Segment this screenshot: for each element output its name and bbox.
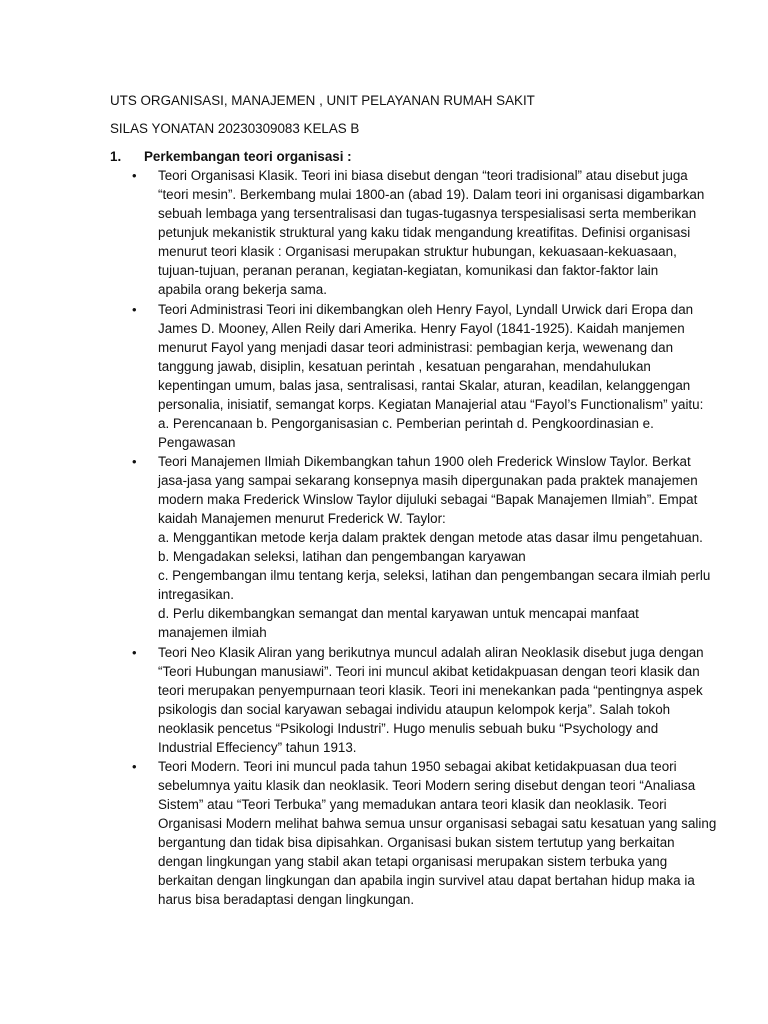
- text-line: c. Pengembangan ilmu tentang kerja, seleksi, latihan dan pengembangan secara ilmiah perlu: [158, 568, 711, 583]
- text-line: Pengawasan: [158, 434, 236, 450]
- bullet-icon: •: [132, 454, 137, 469]
- text-line: neoklasik pencetus “Psikologi Industri”. Hugo menulis sebuah buku “Psychology and: [158, 720, 659, 736]
- text-line: d. Perlu dikembangkan semangat dan mental karyawan untuk mencapai manfaat: [158, 606, 639, 621]
- text-line: b. Mengadakan seleksi, latihan dan pengembangan karyawan: [158, 549, 526, 564]
- text-line: psikologis dan social karyawan sebagai individu ataupun kelompok kerja”. Salah tokoh: [158, 701, 671, 717]
- text-line: tujuan-tujuan, peranan peranan, kegiatan-kegiatan, komunikasi dan faktor-faktor lain: [158, 263, 659, 278]
- text-line: a. Menggantikan metode kerja dalam praktek dengan metode atas dasar ilmu pengetahuan.: [158, 530, 703, 545]
- text-line: menurut Fayol yang menjadi dasar teori administrasi: pembagian kerja, wewenang dan: [158, 339, 674, 355]
- text-line: intregasikan.: [158, 587, 234, 602]
- text-line: tanggung jawab, disiplin, kesatuan perintah , kesatuan pengarahan, mendahulukan: [158, 358, 651, 374]
- author-line: SILAS YONATAN 20230309083 KELAS B: [110, 121, 360, 136]
- text-line: apabila orang bekerja sama.: [158, 282, 327, 297]
- list-item: [132, 643, 704, 757]
- text-line: sebelumnya yaitu klasik dan neoklasik. Teori Modern sering disebut dengan teori “Analiasa: [158, 778, 696, 793]
- list-item: [132, 452, 711, 642]
- text-line: Industrial Effeciency” tahun 1913.: [158, 739, 357, 755]
- text-line: harus bisa beradaptasi dengan lingkungan.: [158, 892, 415, 907]
- text-line: dengan lingkungan yang stabil akan tetapi organisasi merupakan sistem terbuka yang: [158, 854, 668, 869]
- list-item: [132, 757, 717, 909]
- section-title: Perkembangan teori organisasi :: [144, 149, 352, 164]
- text-line: kaidah Manajemen menurut Frederick W. Taylor:: [158, 511, 446, 526]
- section-heading: [110, 148, 678, 166]
- text-line: Sistem” atau “Teori Terbuka” yang memadukan antara teori klasik dan neoklasik. Teori: [158, 797, 667, 812]
- text-line: a. Perencanaan b. Pengorganisasian c. Pemberian perintah d. Pengkoordinasian e.: [158, 415, 654, 431]
- text-line: manajemen ilmiah: [158, 625, 267, 640]
- text-line: Teori Modern. Teori ini muncul pada tahun 1950 sebagai akibat ketidakpuasan dua teori: [158, 759, 677, 774]
- text-line: sebuah lembaga yang tersentralisasi dan tugas-tugasnya terspesialisasi serta memberikan: [158, 206, 697, 221]
- bullet-icon: •: [132, 644, 137, 660]
- section-number: 1.: [110, 149, 122, 164]
- text-line: petunjuk mekanistik struktural yang kaku tidak mengandung kreatifitas. Definisi organisasi: [158, 225, 691, 240]
- text-line: personalia, inisiatif, semangat korps. Kegiatan Manajerial atau “Fayol’s Functionalism” yaitu:: [158, 396, 704, 412]
- text-line: menurut teori klasik : Organisasi merupakan struktur hubungan, kekuasaan-kekuasaan,: [158, 244, 677, 259]
- text-line: modern maka Frederick Winslow Taylor dijuluki sebagai “Bapak Manajemen Ilmiah”. Empat: [158, 492, 698, 507]
- text-line: “Teori Hubungan manusiawi”. Teori ini muncul akibat ketidakpuasan dengan teori klasik dan: [158, 663, 700, 679]
- text-line: Teori Neo Klasik Aliran yang berikutnya muncul adalah aliran Neoklasik disebut juga dengan: [158, 644, 704, 660]
- text-line: “teori mesin”. Berkembang mulai 1800-an (abad 19). Dalam teori ini organisasi digambarkan: [158, 187, 705, 202]
- bullet-icon: •: [132, 168, 137, 183]
- text-line: Teori Manajemen Ilmiah Dikembangkan tahun 1900 oleh Frederick Winslow Taylor. Berkat: [158, 454, 691, 469]
- text-line: berkaitan dengan lingkungan dan apabila ingin survivel atau dapat bertahan hidup maka ia: [158, 873, 695, 888]
- text-line: Organisasi Modern melihat bahwa semua unsur organisasi sebagai satu kesatuan yang saling: [158, 816, 717, 831]
- document-title: UTS ORGANISASI, MANAJEMEN , UNIT PELAYANAN RUMAH SAKIT: [110, 93, 535, 108]
- text-line: James D. Mooney, Allen Reily dari Amerika. Henry Fayol (1841-1925). Kaidah manjemen: [158, 320, 685, 336]
- list-item: [132, 166, 705, 299]
- bullet-list: [110, 166, 717, 909]
- bullet-icon: •: [132, 759, 137, 774]
- text-line: Teori Organisasi Klasik. Teori ini biasa disebut dengan “teori tradisional” atau disebut juga: [158, 168, 688, 183]
- text-line: teori merupakan penyempurnaan teori klasik. Teori ini menekankan pada “pentingnya aspek: [158, 682, 703, 698]
- list-item: [132, 300, 704, 452]
- text-line: kepentingan umum, balas jasa, sentralisasi, rantai Skalar, aturan, keadilan, kelanggengan: [158, 377, 691, 393]
- text-line: bergantung dan tidak bisa dipisahkan. Organisasi bukan sistem tertutup yang berkaitan: [158, 835, 675, 850]
- text-line: jasa-jasa yang sampai sekarang konsepnya masih dipergunakan pada praktek manajemen: [158, 473, 698, 488]
- text-line: Teori Administrasi Teori ini dikembangkan oleh Henry Fayol, Lyndall Urwick dari Eropa dan: [158, 301, 694, 317]
- bullet-icon: •: [132, 301, 137, 317]
